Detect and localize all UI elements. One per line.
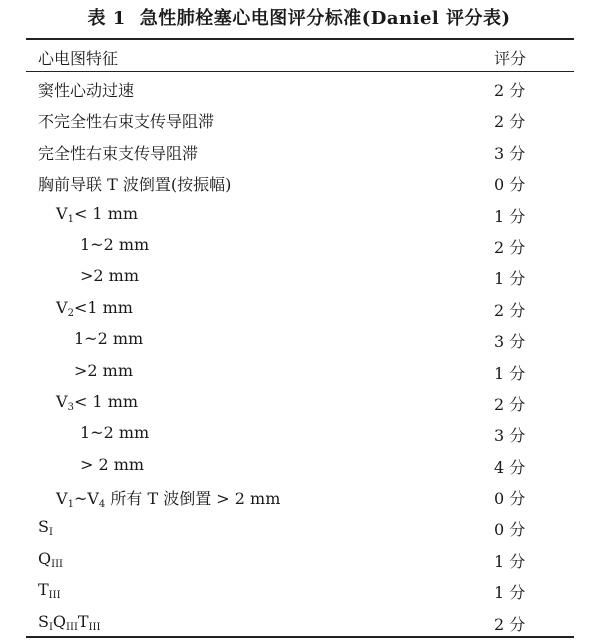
feature-cell: 不完全性右束支传导阻滞: [38, 112, 215, 132]
lead-subscript: 3: [67, 401, 74, 413]
feature-cell: [38, 580, 61, 601]
lead-name: Q: [52, 611, 67, 631]
lead-name: V: [56, 297, 68, 317]
table-body: [26, 72, 574, 637]
lead-name: T: [38, 580, 49, 600]
score-cell: 0 分: [494, 489, 526, 509]
score-cell: 0 分: [494, 520, 526, 540]
lead-subscript: III: [48, 590, 61, 602]
feature-cell: 1~2 mm: [80, 234, 150, 254]
feature-cell: [56, 298, 133, 319]
table-row: [26, 386, 574, 417]
table-number: 表 1: [87, 8, 126, 29]
score-cell: 2 分: [494, 237, 526, 257]
table-row: [26, 229, 574, 260]
feature-cell: [38, 549, 63, 570]
lead-subscript: I: [48, 527, 53, 539]
score-cell: 3 分: [494, 143, 526, 163]
table-row: [26, 166, 574, 197]
lead-subscript: 2: [67, 307, 74, 319]
score-cell: 2 分: [494, 112, 526, 132]
feature-cell: [56, 204, 138, 225]
lead-name: S: [38, 611, 49, 631]
table-row: [26, 323, 574, 354]
lead-name: S: [38, 517, 49, 537]
lead-name: Q: [38, 548, 52, 568]
score-cell: 3 分: [494, 332, 526, 352]
header-score: 评分: [494, 49, 527, 68]
score-cell: 1 分: [494, 363, 526, 383]
threshold: <1 mm: [73, 297, 133, 317]
table-row: [26, 543, 574, 574]
threshold: 所有 T 波倒置 > 2 mm: [105, 489, 281, 509]
threshold: < 1 mm: [73, 391, 139, 411]
lead-subscript: I: [48, 621, 53, 633]
header-feature: 心电图特征: [38, 49, 119, 68]
table-row: [26, 72, 574, 103]
table-caption: [0, 4, 598, 30]
feature-cell: >2 mm: [80, 266, 140, 286]
score-cell: 1 分: [494, 551, 526, 571]
lead-name: V: [56, 391, 68, 411]
feature-cell: 1~2 mm: [80, 423, 150, 443]
score-cell: 4 分: [494, 457, 526, 477]
lead-name: V: [56, 203, 68, 223]
table-row: [26, 292, 574, 323]
score-cell: 1 分: [494, 583, 526, 603]
score-cell: 2 分: [494, 300, 526, 320]
feature-cell: 胸前导联 T 波倒置(按振幅): [38, 175, 232, 195]
feature-cell: [56, 486, 280, 510]
feature-cell: >2 mm: [74, 360, 134, 380]
feature-cell: [38, 517, 53, 538]
table-row: [26, 606, 574, 637]
table-row: [26, 511, 574, 542]
feature-cell: 窦性心动过速: [38, 81, 135, 100]
lead-subscript: 1: [67, 213, 74, 225]
score-cell: 2 分: [494, 394, 526, 414]
feature-cell: 完全性右束支传导阻滞: [38, 143, 199, 163]
table-row: [26, 198, 574, 229]
lead-name: V: [56, 489, 68, 509]
table-row: [26, 417, 574, 448]
feature-cell: [56, 392, 138, 413]
score-cell: 2 分: [494, 81, 526, 100]
bottom-rule: [26, 636, 574, 638]
lead-name: ~V: [73, 489, 99, 509]
feature-cell: 1~2 mm: [74, 329, 144, 349]
lead-name: T: [77, 611, 89, 631]
lead-subscript: 1: [67, 499, 74, 511]
table-row: [26, 574, 574, 605]
table-row: [26, 480, 574, 511]
feature-cell: [38, 612, 100, 633]
table-row: [26, 449, 574, 480]
lead-subscript: III: [51, 558, 63, 570]
table-header: [26, 40, 574, 71]
score-cell: 1 分: [494, 206, 526, 226]
feature-cell: > 2 mm: [80, 454, 145, 474]
table-row: [26, 260, 574, 291]
table-row: [26, 103, 574, 134]
threshold: < 1 mm: [73, 203, 139, 223]
score-cell: 3 分: [494, 426, 526, 446]
table-row: [26, 135, 574, 166]
score-cell: 1 分: [494, 269, 526, 289]
score-cell: 2 分: [494, 614, 526, 634]
table-title: 急性肺栓塞心电图评分标准(Daniel 评分表): [139, 8, 511, 29]
lead-subscript: III: [66, 621, 78, 633]
lead-subscript: 4: [98, 499, 106, 511]
table-row: [26, 355, 574, 386]
score-cell: 0 分: [494, 175, 526, 195]
lead-subscript: III: [88, 621, 101, 633]
